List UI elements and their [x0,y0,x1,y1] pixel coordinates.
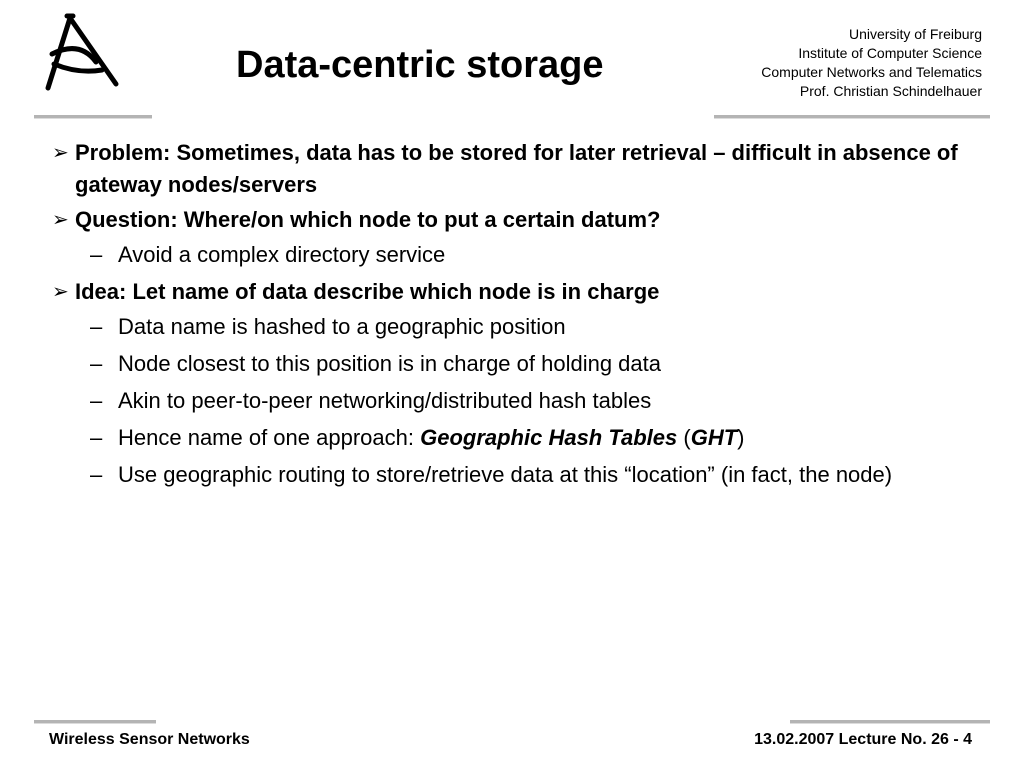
arrowhead-bullet-icon: ➢ [52,281,69,303]
header-rule-left [34,115,152,119]
dash-marker: – [90,314,103,339]
footer-rule-left [34,720,156,724]
affiliation-block [761,25,982,101]
affiliation-line: Prof. Christian Schindelhauer [799,83,982,99]
sub-bullet [90,348,982,380]
affiliation-line: Computer Networks and Telematics [761,64,982,80]
sub-bullet [90,239,982,271]
triangle-network-logo-icon [38,12,124,96]
bullet-text: Problem: Sometimes, data has to be stored for later retrieval – difficult in absence of gateway nodes/servers [75,140,958,197]
term-emphasis: Geographic Hash Tables [420,425,678,450]
arrowhead-bullet-icon: ➢ [52,209,69,231]
arrowhead-bullet-icon: ➢ [52,142,69,164]
dash-marker: – [90,388,103,413]
bullet-text: Idea: Let name of data describe which node is in charge [75,279,660,304]
sub-bullet-text: Akin to peer-to-peer networking/distributed hash tables [118,388,652,413]
header-rule-right [714,115,990,119]
sub-bullet-text: Use geographic routing to store/retrieve data at this “location” (in fact, the node) [118,462,893,487]
dash-marker: – [90,425,103,450]
bullet-question [52,204,982,236]
slide-title: Data-centric storage [236,44,604,86]
sub-bullet-prefix: Hence name of one approach: [118,425,421,450]
sub-bullet [90,459,982,491]
sub-bullet-text [118,425,744,450]
dash-marker: – [90,351,103,376]
sub-bullet-text: Avoid a complex directory service [118,242,446,267]
bullet-idea [52,276,982,308]
bullet-text: Question: Where/on which node to put a certain datum? [75,207,661,232]
sub-bullet [90,385,982,417]
footer-rule-right [790,720,990,724]
affiliation-line: University of Freiburg [848,26,982,42]
paren-open: ( [677,425,691,450]
affiliation-line: Institute of Computer Science [798,45,982,61]
slide-body [52,137,982,496]
sub-bullet-text: Data name is hashed to a geographic position [118,314,566,339]
sub-bullet [90,422,982,454]
dash-marker: – [90,242,103,267]
footer-date-lecture: 13.02.2007 Lecture No. 26 - 4 [754,731,972,748]
paren-close: ) [737,425,745,450]
dash-marker: – [90,462,103,487]
footer-course: Wireless Sensor Networks [49,731,250,748]
abbreviation-emphasis: GHT [690,425,738,450]
bullet-problem [52,137,982,201]
sub-bullet [90,311,982,343]
sub-bullet-text: Node closest to this position is in charge of holding data [118,351,661,376]
